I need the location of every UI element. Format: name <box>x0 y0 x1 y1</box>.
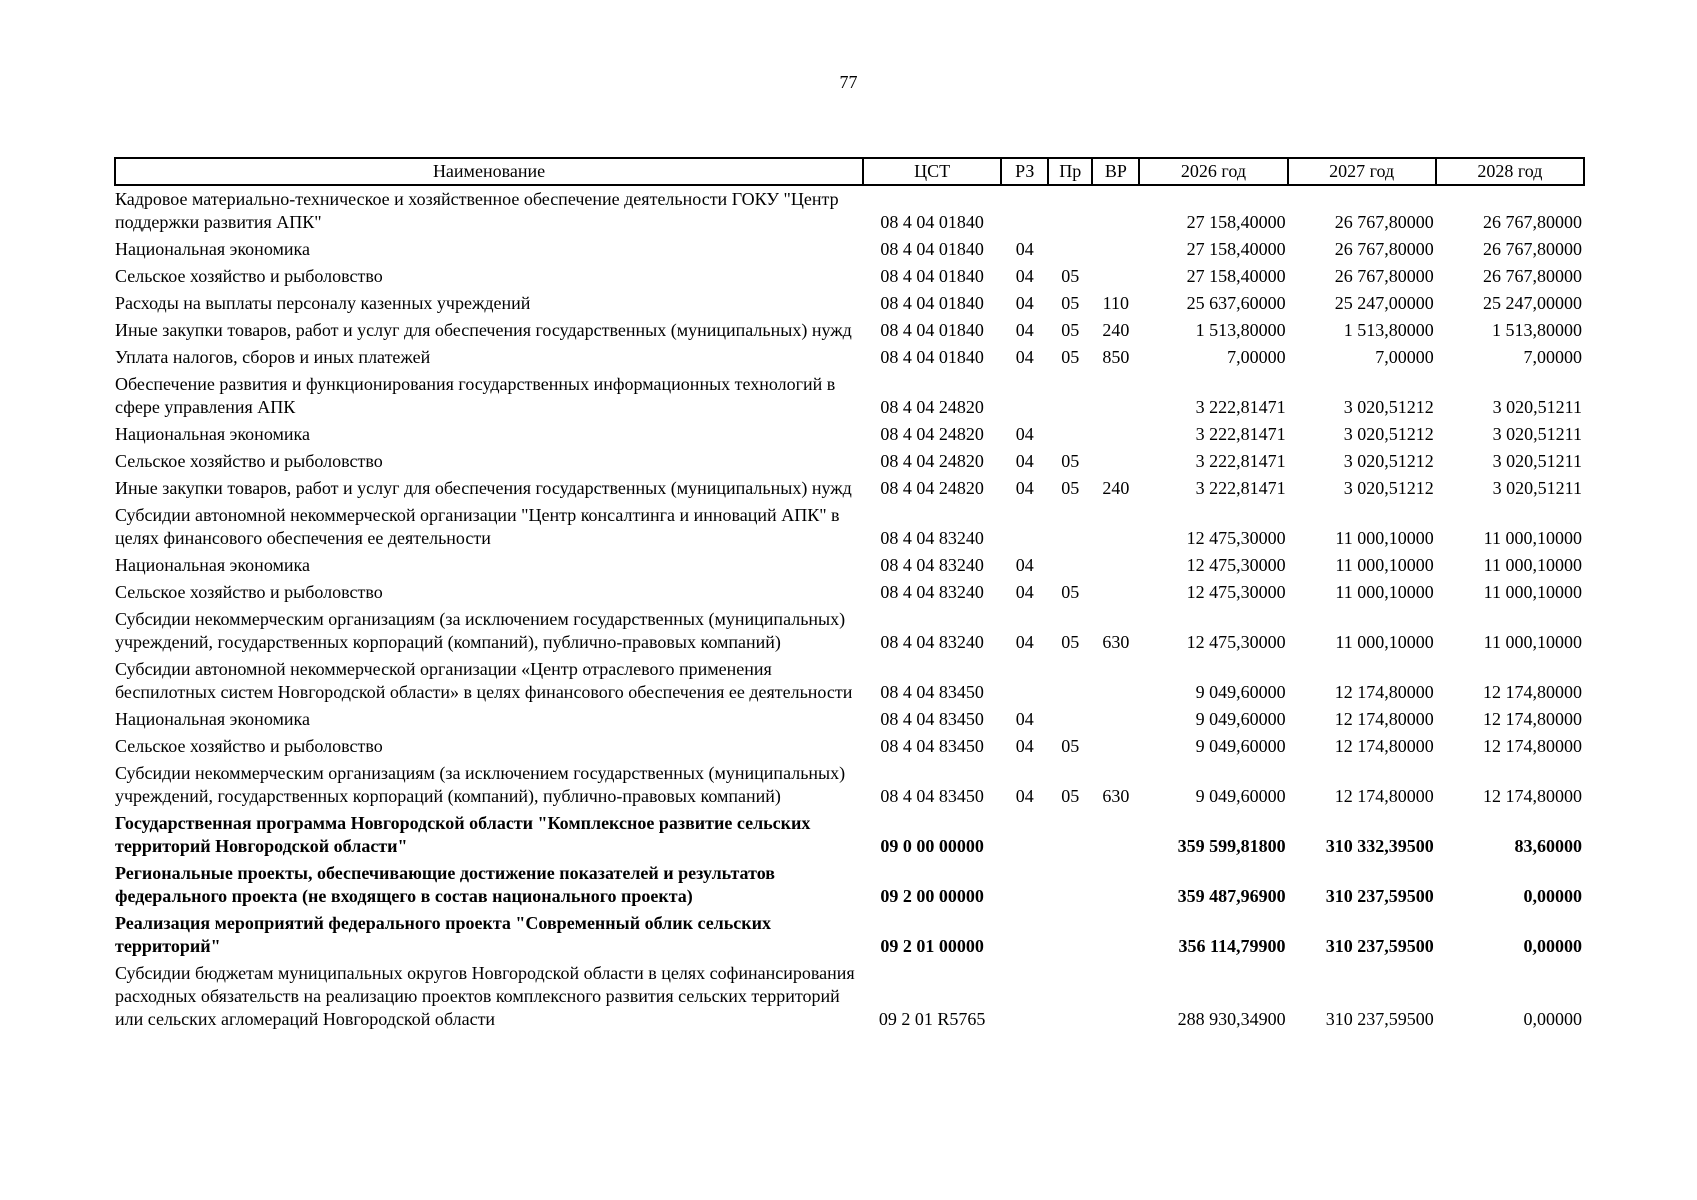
row-value-2027: 26 767,80000 <box>1334 266 1434 286</box>
row-cst: 08 4 04 01840 <box>880 347 984 367</box>
row-cst: 08 4 04 24820 <box>880 478 984 498</box>
table-row <box>115 606 1584 656</box>
row-rz: 04 <box>1015 320 1034 340</box>
row-value-2026: 3 222,81471 <box>1195 424 1286 444</box>
row-value-2027: 3 020,51212 <box>1343 397 1434 417</box>
row-cst: 09 2 01 R5765 <box>878 1009 986 1029</box>
row-value-2028: 11 000,10000 <box>1483 582 1582 602</box>
row-name: Субсидии автономной некоммерческой организации "Центр консалтинга и инноваций АПК" в целях финансового обеспечения ее деятельности <box>115 505 840 548</box>
row-rz <box>1001 185 1048 236</box>
table-row <box>115 910 1584 960</box>
row-cst: 08 4 04 83240 <box>880 582 984 602</box>
row-pr <box>1048 960 1092 1033</box>
row-value-2026: 27 158,40000 <box>1186 212 1286 232</box>
row-vr <box>1092 371 1139 421</box>
row-value-2028: 0,00000 <box>1523 936 1582 956</box>
table-row <box>115 317 1584 344</box>
table-row <box>115 448 1584 475</box>
table-body <box>115 185 1584 1033</box>
row-vr <box>1092 579 1139 606</box>
row-value-2026: 12 475,30000 <box>1186 528 1286 548</box>
row-rz <box>1001 371 1048 421</box>
row-pr <box>1048 185 1092 236</box>
row-name: Национальная экономика <box>115 239 310 259</box>
row-name: Уплата налогов, сборов и иных платежей <box>115 347 431 367</box>
row-rz <box>1001 502 1048 552</box>
row-vr <box>1092 263 1139 290</box>
row-name: Сельское хозяйство и рыболовство <box>115 736 383 756</box>
row-rz: 04 <box>1015 709 1034 729</box>
row-rz: 04 <box>1015 786 1034 806</box>
row-rz <box>1001 960 1048 1033</box>
row-value-2028: 12 174,80000 <box>1483 736 1582 756</box>
row-value-2027: 310 237,59500 <box>1325 936 1434 956</box>
row-name: Сельское хозяйство и рыболовство <box>115 582 383 602</box>
row-value-2028: 11 000,10000 <box>1483 555 1582 575</box>
row-name: Субсидии некоммерческим организациям (за исключением государственных (муниципальных) учреждений, государственных корпораций (компаний), публично-правовых компаний) <box>115 609 846 652</box>
page-number: 77 <box>839 72 858 92</box>
row-value-2028: 7,00000 <box>1523 347 1582 367</box>
row-vr: 110 <box>1102 293 1130 313</box>
row-value-2027: 310 237,59500 <box>1325 886 1434 906</box>
row-value-2026: 25 637,60000 <box>1186 293 1286 313</box>
row-value-2026: 359 487,96900 <box>1177 886 1286 906</box>
row-pr: 05 <box>1061 478 1080 498</box>
row-value-2028: 12 174,80000 <box>1483 709 1582 729</box>
row-cst: 08 4 04 01840 <box>880 239 984 259</box>
row-value-2027: 3 020,51212 <box>1343 478 1434 498</box>
row-value-2027: 3 020,51212 <box>1343 424 1434 444</box>
row-name: Субсидии некоммерческим организациям (за исключением государственных (муниципальных) учреждений, государственных корпораций (компаний), публично-правовых компаний) <box>115 763 846 806</box>
row-cst: 09 0 00 00000 <box>880 836 984 856</box>
row-rz: 04 <box>1015 451 1034 471</box>
row-rz <box>1001 810 1048 860</box>
table-row <box>115 960 1584 1033</box>
header-vr: ВР <box>1092 158 1139 185</box>
header-name: Наименование <box>115 158 863 185</box>
table-row <box>115 290 1584 317</box>
row-rz <box>1001 860 1048 910</box>
row-rz: 04 <box>1015 239 1034 259</box>
row-cst: 08 4 04 01840 <box>880 320 984 340</box>
row-vr: 850 <box>1102 347 1130 367</box>
row-vr <box>1092 656 1139 706</box>
row-pr <box>1048 502 1092 552</box>
row-vr <box>1092 960 1139 1033</box>
row-value-2026: 3 222,81471 <box>1195 397 1286 417</box>
row-value-2026: 27 158,40000 <box>1186 239 1286 259</box>
header-2027: 2027 год <box>1288 158 1436 185</box>
row-pr <box>1048 706 1092 733</box>
table-header-row <box>115 158 1584 185</box>
row-value-2026: 9 049,60000 <box>1195 786 1286 806</box>
row-name: Национальная экономика <box>115 555 310 575</box>
row-value-2026: 12 475,30000 <box>1186 555 1286 575</box>
row-value-2028: 26 767,80000 <box>1483 212 1582 232</box>
row-value-2026: 1 513,80000 <box>1195 320 1286 340</box>
row-cst: 08 4 04 01840 <box>880 266 984 286</box>
row-value-2028: 3 020,51211 <box>1492 451 1582 471</box>
row-vr <box>1092 910 1139 960</box>
row-value-2026: 356 114,79900 <box>1178 936 1286 956</box>
row-cst: 09 2 00 00000 <box>880 886 984 906</box>
row-name: Кадровое материально-техническое и хозяйственное обеспечение деятельности ГОКУ "Центр поддержки развития АПК" <box>115 189 839 232</box>
row-name: Сельское хозяйство и рыболовство <box>115 451 383 471</box>
row-cst: 09 2 01 00000 <box>880 936 984 956</box>
row-value-2027: 12 174,80000 <box>1334 736 1434 756</box>
table-row <box>115 185 1584 236</box>
row-value-2027: 12 174,80000 <box>1334 786 1434 806</box>
row-vr: 240 <box>1102 478 1130 498</box>
row-pr: 05 <box>1061 293 1080 313</box>
row-rz: 04 <box>1015 266 1034 286</box>
row-vr <box>1092 733 1139 760</box>
table-row <box>115 860 1584 910</box>
table-row <box>115 579 1584 606</box>
row-value-2026: 9 049,60000 <box>1195 709 1286 729</box>
row-vr <box>1092 810 1139 860</box>
table-row <box>115 371 1584 421</box>
row-rz <box>1001 910 1048 960</box>
row-rz: 04 <box>1015 736 1034 756</box>
row-value-2027: 310 237,59500 <box>1325 1009 1434 1029</box>
row-name: Обеспечение развития и функционирования государственных информационных технологий в сфере управления АПК <box>115 374 836 417</box>
row-value-2028: 83,60000 <box>1514 836 1582 856</box>
row-value-2028: 3 020,51211 <box>1492 424 1582 444</box>
row-pr: 05 <box>1061 786 1080 806</box>
header-2026: 2026 год <box>1139 158 1287 185</box>
row-value-2027: 12 174,80000 <box>1334 709 1434 729</box>
row-value-2027: 7,00000 <box>1375 347 1434 367</box>
row-name: Расходы на выплаты персоналу казенных учреждений <box>115 293 531 313</box>
row-cst: 08 4 04 83450 <box>880 786 984 806</box>
table-row <box>115 656 1584 706</box>
row-rz: 04 <box>1015 555 1034 575</box>
row-value-2027: 3 020,51212 <box>1343 451 1434 471</box>
row-value-2028: 12 174,80000 <box>1483 682 1582 702</box>
row-value-2026: 288 930,34900 <box>1177 1009 1286 1029</box>
header-pr: Пр <box>1048 158 1092 185</box>
row-pr <box>1048 910 1092 960</box>
row-pr: 05 <box>1061 266 1080 286</box>
row-value-2028: 0,00000 <box>1523 886 1582 906</box>
header-rz: РЗ <box>1001 158 1048 185</box>
row-vr <box>1092 706 1139 733</box>
row-value-2026: 12 475,30000 <box>1186 632 1286 652</box>
row-vr <box>1092 185 1139 236</box>
row-vr <box>1092 421 1139 448</box>
row-pr <box>1048 552 1092 579</box>
row-value-2028: 3 020,51211 <box>1492 478 1582 498</box>
row-rz: 04 <box>1015 582 1034 602</box>
row-cst: 08 4 04 01840 <box>880 212 984 232</box>
row-value-2028: 26 767,80000 <box>1483 239 1582 259</box>
row-vr <box>1092 448 1139 475</box>
table-row <box>115 344 1584 371</box>
table-row <box>115 475 1584 502</box>
table-row <box>115 421 1584 448</box>
row-rz: 04 <box>1015 632 1034 652</box>
row-value-2027: 11 000,10000 <box>1335 632 1434 652</box>
row-name: Региональные проекты, обеспечивающие достижение показателей и результатов федерального проекта (не входящего в состав национального проекта) <box>115 863 775 906</box>
row-rz: 04 <box>1015 347 1034 367</box>
row-name: Национальная экономика <box>115 424 310 444</box>
table-row <box>115 552 1584 579</box>
row-name: Сельское хозяйство и рыболовство <box>115 266 383 286</box>
row-pr: 05 <box>1061 736 1080 756</box>
row-vr <box>1092 552 1139 579</box>
row-name: Государственная программа Новгородской области "Комплексное развитие сельских территорий Новгородской области" <box>115 813 811 856</box>
row-pr <box>1048 236 1092 263</box>
row-value-2028: 26 767,80000 <box>1483 266 1582 286</box>
row-cst: 08 4 04 83450 <box>880 736 984 756</box>
row-pr <box>1048 421 1092 448</box>
row-rz: 04 <box>1015 293 1034 313</box>
row-value-2027: 11 000,10000 <box>1335 555 1434 575</box>
table-row <box>115 733 1584 760</box>
row-value-2028: 12 174,80000 <box>1483 786 1582 806</box>
row-pr <box>1048 810 1092 860</box>
header-2028: 2028 год <box>1436 158 1584 185</box>
row-pr: 05 <box>1061 582 1080 602</box>
row-pr: 05 <box>1061 632 1080 652</box>
row-value-2026: 359 599,81800 <box>1177 836 1286 856</box>
row-vr: 630 <box>1102 632 1130 652</box>
row-cst: 08 4 04 83240 <box>880 632 984 652</box>
table-row <box>115 263 1584 290</box>
row-value-2026: 9 049,60000 <box>1195 682 1286 702</box>
row-rz <box>1001 656 1048 706</box>
row-name: Национальная экономика <box>115 709 310 729</box>
row-value-2027: 1 513,80000 <box>1343 320 1434 340</box>
row-value-2026: 3 222,81471 <box>1195 451 1286 471</box>
row-value-2026: 27 158,40000 <box>1186 266 1286 286</box>
budget-table <box>114 157 1585 1033</box>
row-name: Иные закупки товаров, работ и услуг для обеспечения государственных (муниципальных) нужд <box>115 478 852 498</box>
row-pr: 05 <box>1061 451 1080 471</box>
row-rz: 04 <box>1015 478 1034 498</box>
row-rz: 04 <box>1015 424 1034 444</box>
row-vr <box>1092 236 1139 263</box>
row-value-2026: 12 475,30000 <box>1186 582 1286 602</box>
row-pr: 05 <box>1061 347 1080 367</box>
row-pr <box>1048 860 1092 910</box>
row-value-2027: 26 767,80000 <box>1334 212 1434 232</box>
row-cst: 08 4 04 83240 <box>880 555 984 575</box>
row-value-2028: 1 513,80000 <box>1492 320 1582 340</box>
row-value-2027: 11 000,10000 <box>1335 582 1434 602</box>
table-row <box>115 502 1584 552</box>
row-value-2026: 3 222,81471 <box>1195 478 1286 498</box>
row-value-2027: 26 767,80000 <box>1334 239 1434 259</box>
row-name: Реализация мероприятий федерального проекта "Современный облик сельских территорий" <box>115 913 772 956</box>
row-cst: 08 4 04 24820 <box>880 451 984 471</box>
row-value-2028: 11 000,10000 <box>1483 528 1582 548</box>
table-row <box>115 706 1584 733</box>
row-vr: 240 <box>1102 320 1130 340</box>
row-cst: 08 4 04 83240 <box>880 528 984 548</box>
row-value-2027: 12 174,80000 <box>1334 682 1434 702</box>
row-cst: 08 4 04 24820 <box>880 424 984 444</box>
row-name: Субсидии бюджетам муниципальных округов Новгородской области в целях софинансирования расходных обязательств на реализацию проектов комплексного развития сельских территорий или сельских агломераций Новгородской области <box>115 963 855 1029</box>
row-value-2028: 11 000,10000 <box>1483 632 1582 652</box>
table-row <box>115 236 1584 263</box>
row-pr <box>1048 371 1092 421</box>
row-value-2028: 0,00000 <box>1523 1009 1582 1029</box>
row-cst: 08 4 04 01840 <box>880 293 984 313</box>
row-name: Иные закупки товаров, работ и услуг для обеспечения государственных (муниципальных) нужд <box>115 320 852 340</box>
row-cst: 08 4 04 24820 <box>880 397 984 417</box>
row-vr <box>1092 502 1139 552</box>
row-pr: 05 <box>1061 320 1080 340</box>
table-row <box>115 760 1584 810</box>
row-value-2027: 11 000,10000 <box>1335 528 1434 548</box>
header-cst: ЦСТ <box>863 158 1001 185</box>
row-pr <box>1048 656 1092 706</box>
row-value-2028: 25 247,00000 <box>1483 293 1582 313</box>
row-value-2028: 3 020,51211 <box>1492 397 1582 417</box>
row-value-2026: 7,00000 <box>1227 347 1286 367</box>
row-vr: 630 <box>1102 786 1130 806</box>
row-vr <box>1092 860 1139 910</box>
row-value-2027: 310 332,39500 <box>1325 836 1434 856</box>
row-name: Субсидии автономной некоммерческой организации «Центр отраслевого применения беспилотных систем Новгородской области» в целях финансового обеспечения ее деятельности <box>115 659 853 702</box>
row-cst: 08 4 04 83450 <box>880 682 984 702</box>
table-row <box>115 810 1584 860</box>
row-value-2027: 25 247,00000 <box>1334 293 1434 313</box>
row-value-2026: 9 049,60000 <box>1195 736 1286 756</box>
row-cst: 08 4 04 83450 <box>880 709 984 729</box>
